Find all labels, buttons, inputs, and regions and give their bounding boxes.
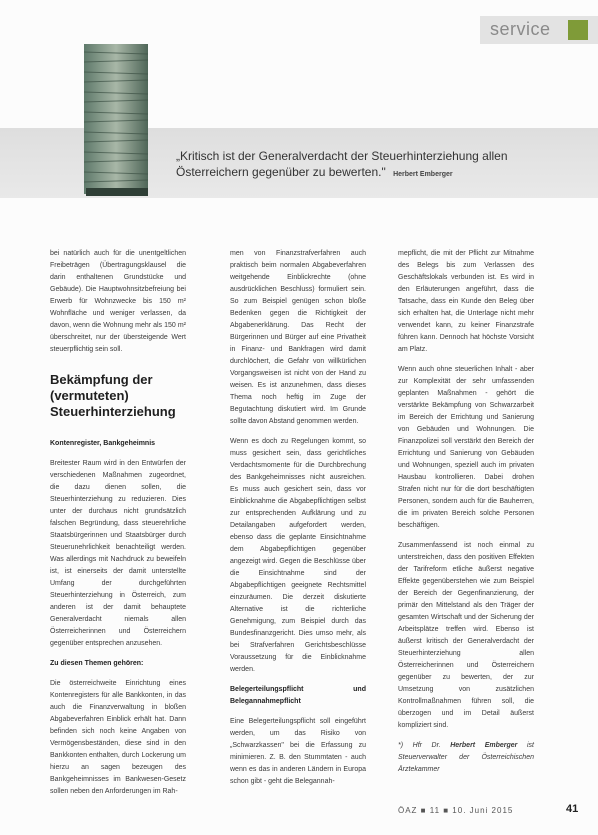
text-column-3 — [398, 248, 534, 784]
page-number: 41 — [566, 803, 579, 815]
paragraph: bei natürlich auch für die unentgeltlichen Freibeträgen (Übertragungsklausel die darin enthaltenen Grundstücke und Gebäude). Die Hauptwohnsitzbefreiung bei Erwerb für Wohnzwecke bis 150 m² Wohnfläche und weniger verlassen, da davon, wenn die Wohnung mehr als 150 m² überschreitet, nur der übersteigende Wert steuerpflichtig sein soll. — [50, 250, 186, 353]
paragraph: Die österreichweite Einrichtung eines Kontenregisters für alle Bankkonten, in das auch die Finanzverwaltung in bloßen Abgabeverfahren Einblick erhält hat. Dann befinden sich noch keine Angaben von Vermögensbeständen, diese sind in den Bankkonten enthalten, durch Lockerung um hierzu an sagen bezeugen des Bankgeheimnisses im Bankwesen-Gesetz sollen neben den Anforderungen im Rah- — [50, 680, 186, 795]
author-note-text: ist Steuerverwalter der Österreichischen Ärztekammer — [398, 742, 534, 773]
text-column-1 — [50, 248, 186, 806]
paragraph: Wenn es doch zu Regelungen kommt, so muss gesichert sein, dass gerichtliches Verdachtsmomente für die Durchbrechung des Bankgeheimnisses nicht ausreichen. Es muss auch gesichert sein, dass vor Einblicknahme die Abgabepflichtigen selbst zur entsprechenden Aufklärung und zu Detailangaben aufgefordert werden, ebenso dass die geplante Einsichtnahme dem Abgabepflichtigen gegenüber angezeigt wird. Gegen die Beschlüsse über die Einsichtnahme sind der Abgabepflichtigen geeignete Rechtsmittel einzuräumen. Die derzeit diskutierte Alternative ist die richterliche Genehmigung, zum Beispiel durch das Bundesfinanzgericht. Dies umso mehr, als bei Strafverfahren Gerichtsbeschlüsse Voraussetzung für die Einblicknahme werden. — [230, 438, 366, 673]
subheading: Kontenregister, Bankgeheimnis — [50, 440, 156, 447]
paragraph: Wenn auch ohne steuerlichen Inhalt - aber zur Komplexität der sehr umfassenden geplanten Maßnahmen - gehört die verstärkte Bekämpfung von Schwarzarbeit im Bereich der Errichtung und Sanierung von Gebäuden und Wohnungen. Die Finanzpolizei soll verstärkt den Bereich der Errichtung und Sanierung von Gebäuden und Wohnungen, speziell auch im privaten Hausbau kontrollieren. Dabei drohen Strafen nicht nur für die dort beschäftigten Personen, sondern auch für die Bauherren, die im privaten Bereich solche Personen beschäftigen. — [398, 366, 534, 529]
paragraph: Breitester Raum wird in den Entwürfen der verschiedenen Maßnahmen zugeordnet, die dazu dienen sollen, die Steuerhinterziehung zu reduzieren. Dies unter der durchaus nicht grundsätzlich falschen Begründung, dass steuerehrliche Staatsbürgerinnen und Staatsbürger durch Steuerunehrlichkeit benachteiligt werden. Was allerdings mit Nachdruck zu beweifeln ist, ist einerseits der damit unterstellte Umfang der durchgeführten Steuerhinterziehung in Österreich, zum anderen ist der damit behauptete Generalverdacht niemals allen Österreicherinnen und Österreichern gegenüber entsprechen anzusehen. — [50, 460, 186, 647]
issue-footer: ÖAZ ■ 11 ■ 10. Juni 2015 — [398, 806, 514, 815]
paragraph: mepflicht, die mit der Pflicht zur Mitnahme des Belegs bis zum Verlassen des Geschäftslokals verbunden ist. Es wird in den Erläuterungen angeführt, dass die Tatsache, dass ein Kunde den Beleg über sich erhalten hat, die Unterlage nicht mehr verwendet kann, zu keiner Finanzstrafe führen kann. Dennoch hat höchste Vorsicht am Platz. — [398, 250, 534, 353]
section-label: service — [490, 19, 551, 39]
section-color-marker — [568, 20, 588, 40]
author-note-prefix: *) Hfr Dr. — [398, 742, 441, 749]
paragraph: Zusammenfassend ist noch einmal zu unterstreichen, dass den positiven Effekten der Tarifreform etliche äußerst negative Effekte gegenüberstehen wie zum Beispiel der Bereich der Gegenfinanzierung, der primär den Mittelstand als den Träger der gesamten Wirtschaft und der Sicherung der Arbeitsplätze treffen wird. Ebenso ist äußerst kritisch der Generalverdacht der Steuerhinterziehung allen Österreicherinnen und Österreichern gegenüber zu bewerten, der zur Umsetzung von zusätzlichen Kontrollmaßnahmen führen soll, die überzogen und im Detail äußerst kompliziert sind. — [398, 542, 534, 729]
pull-quote-author: Herbert Emberger — [393, 171, 453, 178]
pull-quote-text: „Kritisch ist der Generalverdacht der Steuerhinterziehung allen Österreichern gegenüber zu bewerten." — [176, 149, 508, 179]
subheading: Belegerteilungspflicht und Belegannahmepflicht — [230, 686, 366, 705]
paragraph: Eine Belegerteilungspflicht soll eingeführt werden, um das Risiko von „Schwarzkassen" bei die Erfassung zu minimieren. Z. B. den Stummtaten - auch wenn es das in anderen Ländern in Europa schon gibt - geht die Belegannah- — [230, 718, 366, 785]
subheading: Zu diesen Themen gehören: — [50, 660, 144, 667]
author-note-name: Herbert Emberger — [450, 742, 518, 749]
author-note — [398, 740, 534, 776]
text-column-2 — [230, 248, 366, 796]
banknote-stack-image — [78, 38, 154, 198]
section-heading: Bekämpfung der (vermuteten) Steuerhinterziehung — [50, 372, 176, 419]
pull-quote — [176, 148, 581, 183]
paragraph: men von Finanzstrafverfahren auch praktisch beim normalen Abgabeverfahren weitgehende Einblickrechte (ohne ausdrücklichen Beschluss) formuliert sein. So zum Beispiel genügen schon bloße Bedenken gegen die Richtigkeit der Abgabenerklärung. Das Recht der Bürgerinnen und Bürger auf eine Privatheit in Finanz- und Bankfragen wird damit durchlöchert, die Gefahr von willkürlichen Vorgangsweisen ist nicht von der Hand zu weisen. Es ist anzunehmen, dass dieses Thema noch heftig im Zuge der Begutachtung diskutiert wird. Im Grunde sollte davon Abstand genommen werden. — [230, 250, 366, 425]
